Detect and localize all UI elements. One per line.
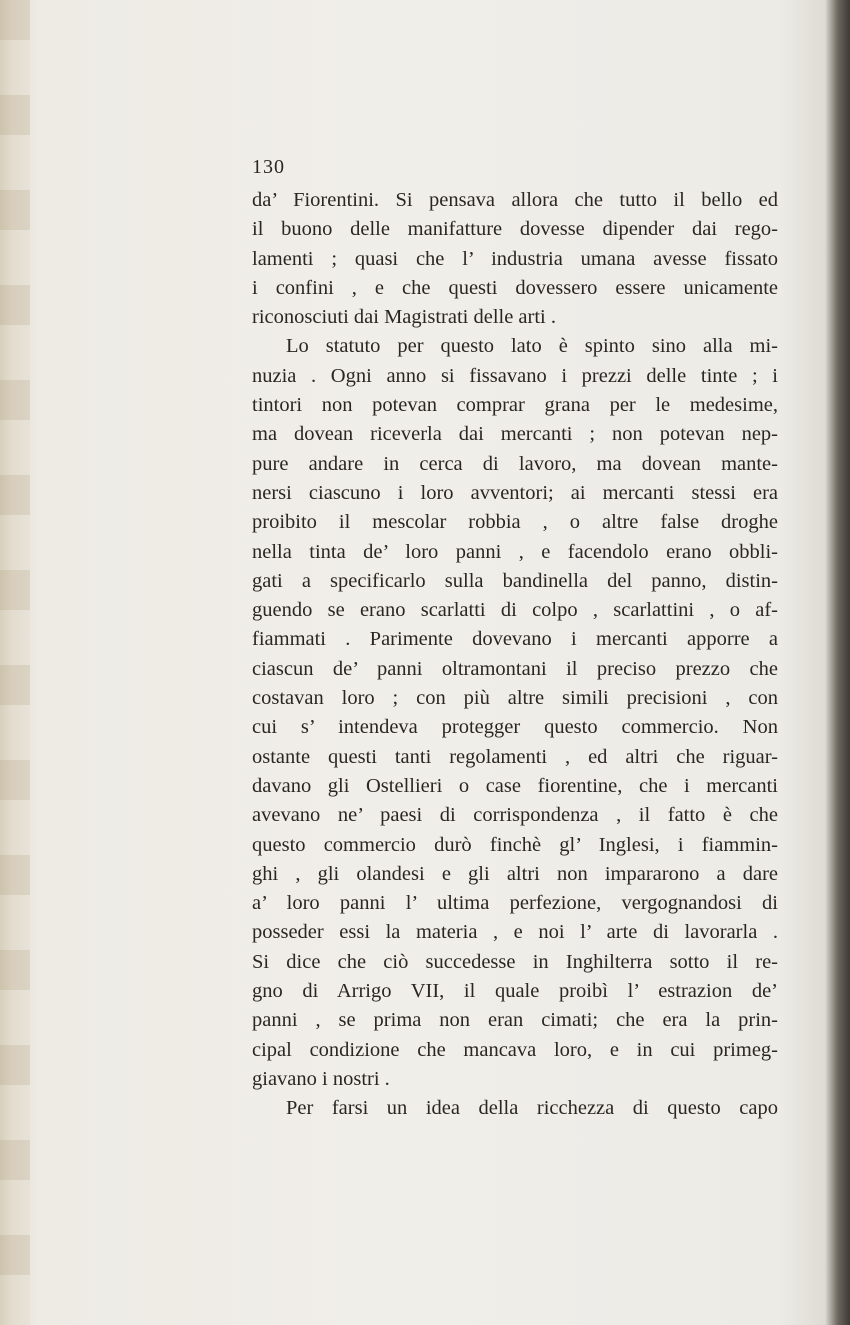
text-line: nersi ciascuno i loro avventori; ai mercanti stessi era — [252, 481, 778, 504]
text-line: nella tinta de’ loro panni , e facendolo erano obbli- — [252, 540, 778, 563]
text-line: panni , se prima non eran cimati; che era la prin- — [252, 1009, 778, 1032]
text-line: gno di Arrigo VII, il quale proibì l’ estrazion de’ — [252, 980, 778, 1003]
text-line: gati a specificarlo sulla bandinella del panno, distin- — [252, 569, 778, 592]
text-line: guendo se erano scarlatti di colpo , scarlattini , o af- — [252, 599, 778, 622]
text-line: tintori non potevan comprar grana per le medesime, — [252, 394, 778, 417]
page-number: 130 — [252, 156, 285, 178]
text-line: pure andare in cerca di lavoro, ma dovean mante- — [252, 452, 778, 475]
body-text — [252, 186, 778, 1124]
text-line: Lo statuto per questo lato è spinto sino alla mi- — [286, 335, 778, 358]
text-line: i confini , e che questi dovessero essere unicamente — [252, 276, 778, 299]
text-line: nuzia . Ogni anno si fissavano i prezzi delle tinte ; i — [252, 364, 778, 387]
text-line: Si dice che ciò succedesse in Inghilterra sotto il re- — [252, 950, 778, 973]
text-line: proibito il mescolar robbia , o altre false droghe — [252, 511, 778, 534]
text-line: avevano ne’ paesi di corrispondenza , il fatto è che — [252, 804, 778, 827]
page-edge-stain — [0, 0, 30, 1325]
text-line: cui s’ intendeva protegger questo commercio. Non — [252, 716, 778, 739]
text-line: Per farsi un idea della ricchezza di questo capo — [286, 1097, 778, 1120]
text-line: il buono delle manifatture dovesse dipender dai rego- — [252, 218, 778, 241]
text-line: giavano i nostri . — [252, 1067, 390, 1090]
text-line: posseder essi la materia , e noi l’ arte di lavorarla . — [252, 921, 778, 944]
text-line: costavan loro ; con più altre simili precisioni , con — [252, 687, 778, 710]
text-line: davano gli Ostellieri o case fiorentine, che i mercanti — [252, 774, 778, 797]
text-line: fiammati . Parimente dovevano i mercanti apporre a — [252, 628, 778, 651]
text-line: ghi , gli olandesi e gli altri non impararono a dare — [252, 862, 778, 885]
text-line: lamenti ; quasi che l’ industria umana avesse fissato — [252, 247, 778, 270]
text-line: a’ loro panni l’ ultima perfezione, vergognandosi di — [252, 892, 778, 915]
text-line: ostante questi tanti regolamenti , ed altri che riguar- — [252, 745, 778, 768]
text-line: questo commercio durò finchè gl’ Inglesi, i fiammin- — [252, 833, 778, 856]
text-line: ciascun de’ panni oltramontani il preciso prezzo che — [252, 657, 778, 680]
text-line: da’ Fiorentini. Si pensava allora che tutto il bello ed — [252, 189, 778, 211]
text-line: riconosciuti dai Magistrati delle arti . — [252, 306, 556, 329]
text-line: ma dovean riceverla dai mercanti ; non potevan nep- — [252, 423, 778, 446]
text-line: cipal condizione che mancava loro, e in cui primeg- — [252, 1038, 778, 1061]
